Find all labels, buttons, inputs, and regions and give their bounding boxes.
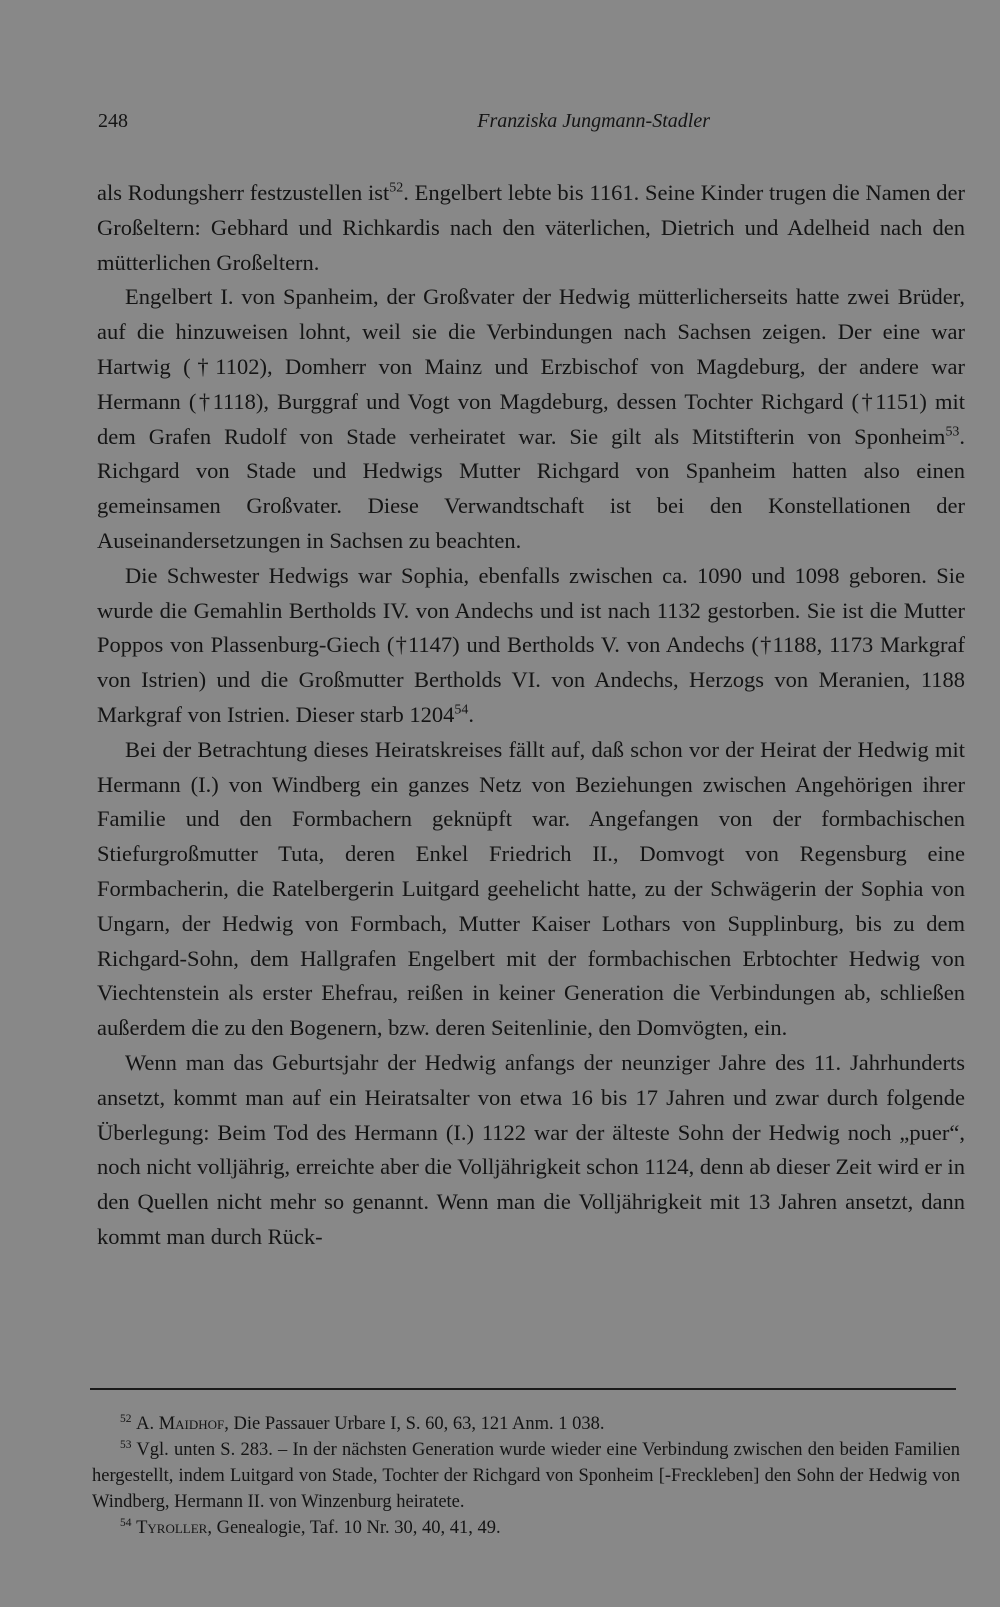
page-number: 248 bbox=[98, 110, 128, 132]
paragraph: Wenn man das Geburtsjahr der Hedwig anfangs der neunziger Jahre des 11. Jahrhunderts ansetzt, kommt man auf ein Heiratsalter von etwa 16 bis 17 Jahren und zwar durch folgende Überlegung: Beim Tod des Hermann (I.) 1122 war der älteste Sohn der Hedwig noch „puer“, noch nicht volljährig, erreichte aber die Volljährigkeit schon 1124, denn ab dieser Zeit wird er in den Quellen nicht mehr so genannt. Wenn man die Volljährigkeit mit 13 Jahren ansetzt, dann kommt man durch Rück- bbox=[97, 1049, 965, 1249]
footnote-text: , Die Passauer Urbare I, S. 60, 63, 121 Anm. 1 038. bbox=[224, 1414, 605, 1434]
running-title: Franziska Jungmann-Stadler bbox=[477, 110, 710, 132]
running-head bbox=[98, 110, 710, 140]
text-run: . Richgard von Stade und Hedwigs Mutter Richgard von Spanheim hatten also einen gemeinsamen Großvater. Diese Verwandtschaft ist bei den Konstellationen der Auseinandersetzungen in Sachsen zu beachten. bbox=[97, 423, 965, 553]
footnote-divider bbox=[90, 1388, 956, 1390]
body-text bbox=[97, 176, 965, 1255]
footnote bbox=[92, 1437, 960, 1515]
footnote-ref: 52 bbox=[389, 180, 404, 196]
footnote-number: 53 bbox=[120, 1438, 132, 1451]
paragraph bbox=[97, 280, 965, 558]
text-run: . Engelbert lebte bis 1161. Seine Kinder trugen die Namen der Großeltern: Gebhard und Richkardis nach den väterlichen, Dietrich und Adelheid nach den mütterlichen Großeltern. bbox=[97, 180, 965, 275]
footnote bbox=[92, 1515, 960, 1541]
footnote-number: 54 bbox=[120, 1516, 132, 1529]
footnote-ref: 53 bbox=[945, 424, 960, 440]
text-run: Engelbert I. von Spanheim, der Großvater der Hedwig mütterlicherseits hatte zwei Brüder, auf die hinzuweisen lohnt, weil sie die Verbindungen nach Sachsen zeigen. Der eine war Hartwig (†1102), Domherr von Mainz und Erzbischof von Magdeburg, der andere war Hermann (†1118), Burggraf und Vogt von Magdeburg, dessen Tochter Richgard (†1151) mit dem Grafen Rudolf von Stade verheiratet war. Sie gilt als Mitstifterin von Sponheim bbox=[97, 284, 965, 449]
footnote-author: Tyroller bbox=[136, 1518, 208, 1538]
paragraph: Bei der Betrachtung dieses Heiratskreises fällt auf, daß schon vor der Heirat der Hedwig mit Hermann (I.) von Windberg ein ganzes Netz von Beziehungen zwischen Angehörigen ihrer Familie und den Formbachern geknüpft war. Angefangen von der formbachischen Stiefurgroßmutter Tuta, deren Enkel Friedrich II., Domvogt von Regensburg eine Formbacherin, die Ratelbergerin Luitgard geehelicht hatte, zu der Schwägerin der Sophia von Ungarn, der Hedwig von Formbach, Mutter Kaiser Lothars von Supplinburg, bis zu dem Richgard-Sohn, dem Hallgrafen Engelbert mit der formbachischen Erbtochter Hedwig von Viechtenstein als erster Ehefrau, reißen in keiner Generation die Verbindungen ab, schließen außerdem die zu den Bogenern, bzw. deren Seitenlinie, den Domvögten, ein. bbox=[97, 736, 965, 1041]
footnotes bbox=[92, 1411, 960, 1541]
text-run: Die Schwester Hedwigs war Sophia, ebenfalls zwischen ca. 1090 und 1098 geboren. Sie wurde die Gemahlin Bertholds IV. von Andechs und ist nach 1132 gestorben. Sie ist die Mutter Poppos von Plassenburg-Giech (†1147) und Bertholds V. von Andechs (†1188, 1173 Markgraf von Istrien) und die Großmutter Bertholds VI. von Andechs, Herzogs von Meranien, 1188 Markgraf von Istrien. Dieser starb 1204 bbox=[97, 562, 965, 727]
text-run: . bbox=[468, 701, 474, 727]
footnote-number: 52 bbox=[120, 1412, 132, 1425]
text-run: als Rodungsherr festzustellen ist bbox=[97, 180, 390, 205]
footnote-ref: 54 bbox=[454, 702, 469, 718]
footnote-text: , Genealogie, Taf. 10 Nr. 30, 40, 41, 49. bbox=[207, 1518, 501, 1538]
paragraph bbox=[97, 176, 965, 280]
footnote-text: Vgl. unten S. 283. – In der nächsten Generation wurde wieder eine Verbindung zwischen den beiden Familien hergestellt, indem Luitgard von Stade, Tochter der Richgard von Sponheim [-Freckleben] den Sohn der Hedwig von Windberg, Hermann II. von Winzenburg heiratete. bbox=[92, 1440, 960, 1512]
footnote-author: A. Maidhof bbox=[136, 1414, 225, 1434]
footnote bbox=[92, 1411, 960, 1437]
paragraph bbox=[97, 559, 965, 733]
